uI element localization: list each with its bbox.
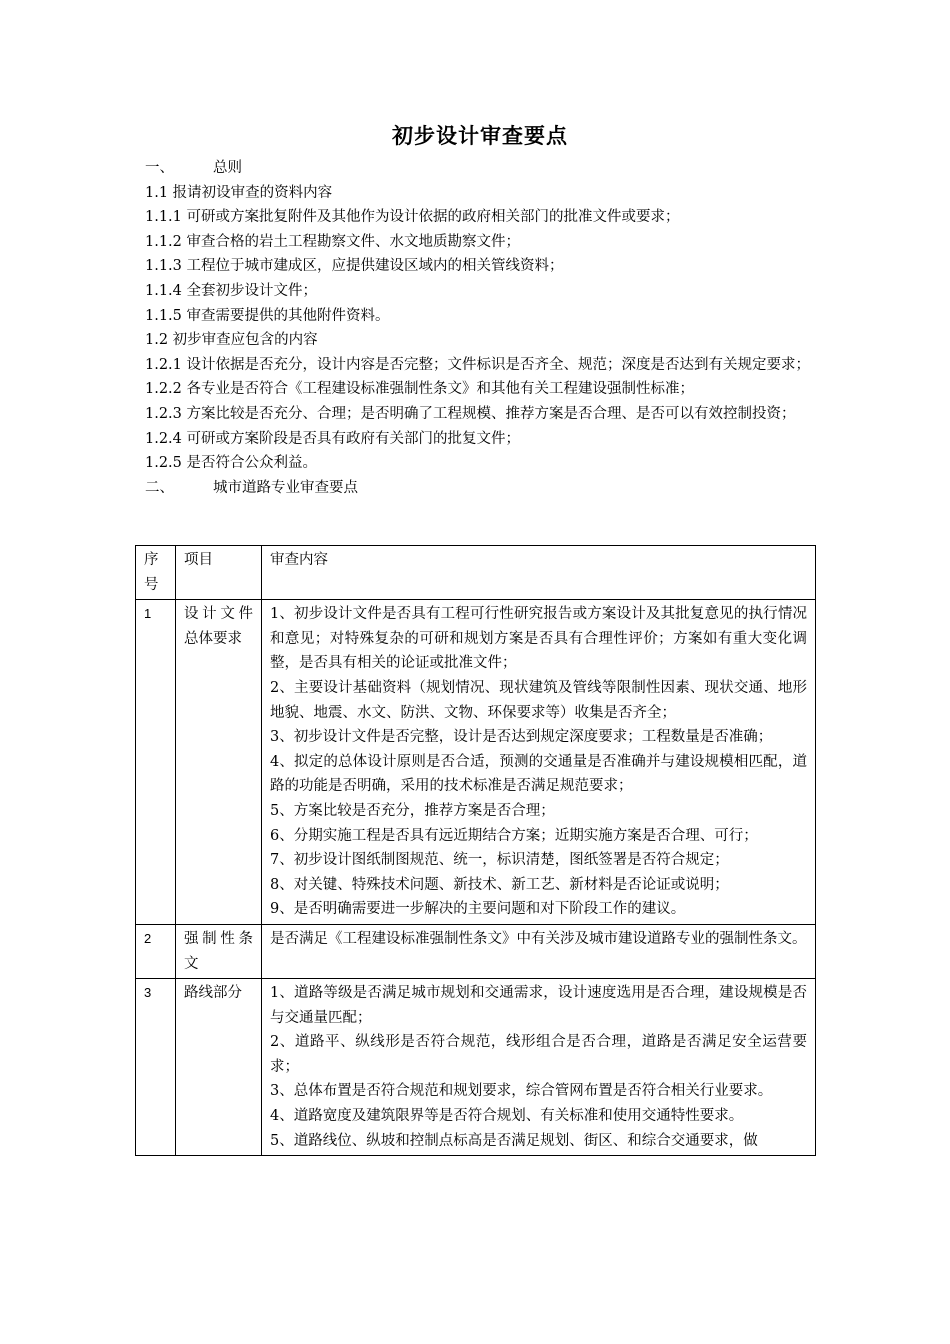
paragraph: 1.1.1 可研或方案批复附件及其他作为设计依据的政府相关部门的批准文件或要求；: [145, 209, 680, 226]
content-line: 4、道路宽度及建筑限界等是否符合规划、有关标准和使用交通特性要求。: [270, 1108, 744, 1125]
content-line: 3、初步设计文件是否完整，设计是否达到规定深度要求；工程数量是否准确；: [270, 729, 773, 746]
row-item: 强制性条文: [176, 924, 262, 978]
header-no: 序号: [136, 546, 176, 600]
paragraph: 1.2.4 可研或方案阶段是否具有政府有关部门的批复文件；: [145, 430, 521, 447]
paragraph: 1.2.3 方案比较是否充分、合理；是否明确了工程规模、推荐方案是否合理、是否可以有效控制投资；: [145, 405, 796, 422]
row-content: [262, 924, 816, 978]
row-content: [262, 600, 816, 925]
header-content: 审查内容: [262, 546, 816, 600]
row-number: 1: [136, 600, 176, 925]
table-row: [136, 600, 816, 925]
section-label: 城市道路专业审查要点: [213, 479, 358, 496]
content-line: 1、初步设计文件是否具有工程可行性研究报告或方案设计及其批复意见的执行情况和意见；对特殊复杂的可研和规划方案是否具有合理性评价；方案如有重大变化调整，是否具有相关的论证或批准文件；: [270, 606, 807, 672]
row-number: 2: [136, 924, 176, 978]
paragraph: 1.1.5 审查需要提供的其他附件资料。: [145, 307, 390, 324]
section-number: 一、: [145, 160, 174, 176]
section-label: 总则: [213, 160, 242, 176]
page-title: 初步设计审查要点: [392, 124, 568, 148]
paragraph: 1.2.2 各专业是否符合《工程建设标准强制性条文》和其他有关工程建设强制性标准；: [145, 381, 695, 398]
content-line: 5、道路线位、纵坡和控制点标高是否满足规划、街区、和综合交通要求，做: [270, 1132, 758, 1149]
content-line: 9、是否明确需要进一步解决的主要问题和对下阶段工作的建议。: [270, 901, 686, 918]
review-table: [135, 545, 816, 1156]
header-item: 项目: [176, 546, 262, 600]
table-row: [136, 979, 816, 1156]
content-line: 是否满足《工程建设标准强制性条文》中有关涉及城市建设道路专业的强制性条文。: [270, 930, 807, 947]
row-item: 设计文件总体要求: [176, 600, 262, 925]
table-row: [136, 924, 816, 978]
content-line: 2、道路平、纵线形是否符合规范，线形组合是否合理，道路是否满足安全运营要求；: [270, 1034, 807, 1075]
row-item: 路线部分: [176, 979, 262, 1156]
content-line: 1、道路等级是否满足城市规划和交通需求，设计速度选用是否合理，建设规模是否与交通量匹配；: [270, 985, 807, 1026]
content-line: 6、分期实施工程是否具有远近期结合方案；近期实施方案是否合理、可行；: [270, 827, 758, 844]
table-header-row: [136, 546, 816, 600]
content-line: 3、总体布置是否符合规范和规划要求，综合管网布置是否符合相关行业要求。: [270, 1083, 773, 1100]
paragraph: 1.1.2 审查合格的岩土工程勘察文件、水文地质勘察文件；: [145, 233, 521, 250]
paragraph: 1.2.5 是否符合公众利益。: [145, 455, 318, 472]
content-line: 2、主要设计基础资料（规划情况、现状建筑及管线等限制性因素、现状交通、地形地貌、地震、水文、防洪、文物、环保要求等）收集是否齐全；: [270, 679, 807, 721]
paragraph: 1.1 报请初设审查的资料内容: [145, 184, 333, 201]
content-line: 8、对关键、特殊技术问题、新技术、新工艺、新材料是否论证或说明；: [270, 876, 729, 893]
row-number: 3: [136, 979, 176, 1156]
section-heading-1: [145, 156, 815, 181]
content-line: 5、方案比较是否充分，推荐方案是否合理；: [270, 802, 555, 819]
content-line: 7、初步设计图纸制图规范、统一，标识清楚，图纸签署是否符合规定；: [270, 852, 729, 869]
paragraph: 1.1.3 工程位于城市建成区，应提供建设区域内的相关管线资料；: [145, 258, 564, 275]
document-page: [145, 120, 815, 500]
section-number: 二、: [145, 479, 174, 496]
paragraph: 1.1.4 全套初步设计文件；: [145, 282, 318, 299]
row-content: [262, 979, 816, 1156]
paragraph: 1.2.1 设计依据是否充分，设计内容是否完整；文件标识是否齐全、规范；深度是否达到有关规定要求；: [145, 356, 810, 373]
section-heading-2: [145, 476, 815, 501]
content-line: 4、拟定的总体设计原则是否合适，预测的交通量是否准确并与建设规模相匹配，道路的功能是否明确，采用的技术标准是否满足规范要求；: [270, 753, 807, 795]
paragraph: 1.2 初步审查应包含的内容: [145, 332, 318, 349]
